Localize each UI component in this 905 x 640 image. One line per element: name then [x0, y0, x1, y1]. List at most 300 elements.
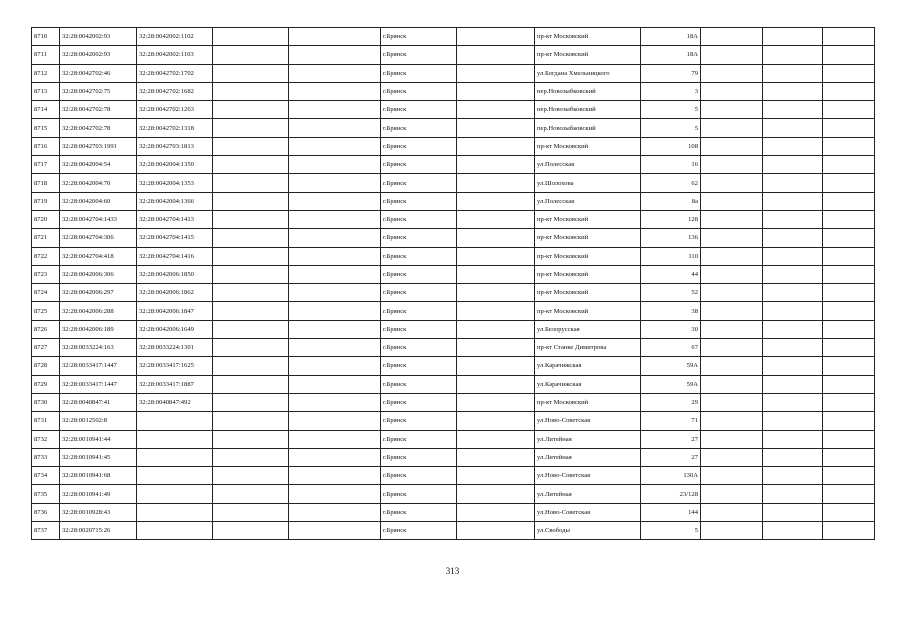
empty-cell: [457, 247, 535, 265]
row-number-cell: 8735: [32, 485, 60, 503]
table-row: [32, 320, 875, 338]
empty-cell: [823, 357, 875, 375]
empty-cell: [289, 265, 381, 283]
house-number-cell: 71: [641, 412, 701, 430]
row-number-cell: 8732: [32, 430, 60, 448]
row-number-cell: 8715: [32, 119, 60, 137]
cadastral-number-cell: 32:28:0012502:8: [60, 412, 137, 430]
empty-cell: [763, 503, 823, 521]
empty-cell: [763, 229, 823, 247]
empty-cell: [823, 375, 875, 393]
house-number-cell: 18А: [641, 46, 701, 64]
row-number-cell: 8733: [32, 448, 60, 466]
table-row: [32, 101, 875, 119]
row-number-cell: 8712: [32, 64, 60, 82]
house-number-cell: 3: [641, 82, 701, 100]
empty-cell: [763, 174, 823, 192]
empty-cell: [823, 393, 875, 411]
row-number-cell: 8725: [32, 302, 60, 320]
house-number-cell: 23/128: [641, 485, 701, 503]
city-cell: г.Брянск: [381, 302, 457, 320]
empty-cell: [213, 156, 289, 174]
cadastral-number-secondary-cell: 32:28:0042004:1350: [137, 156, 213, 174]
row-number-cell: 8722: [32, 247, 60, 265]
empty-cell: [289, 247, 381, 265]
empty-cell: [763, 522, 823, 540]
city-cell: г.Брянск: [381, 192, 457, 210]
empty-cell: [289, 522, 381, 540]
city-cell: г.Брянск: [381, 284, 457, 302]
empty-cell: [763, 265, 823, 283]
empty-cell: [289, 412, 381, 430]
house-number-cell: 5: [641, 522, 701, 540]
city-cell: г.Брянск: [381, 156, 457, 174]
empty-cell: [289, 430, 381, 448]
empty-cell: [213, 247, 289, 265]
row-number-cell: 8724: [32, 284, 60, 302]
street-cell: пер.Новозыбковский: [535, 119, 641, 137]
cadastral-number-cell: 32:28:0010941:68: [60, 467, 137, 485]
cadastral-number-secondary-cell: [137, 522, 213, 540]
cadastral-number-cell: 32:28:0042704:306: [60, 229, 137, 247]
row-number-cell: 8727: [32, 339, 60, 357]
empty-cell: [701, 485, 763, 503]
empty-cell: [823, 28, 875, 46]
cadastral-number-cell: 32:28:0042002:93: [60, 46, 137, 64]
cadastral-number-secondary-cell: 32:28:0042704:1413: [137, 210, 213, 228]
house-number-cell: 108: [641, 137, 701, 155]
empty-cell: [213, 339, 289, 357]
table-row: [32, 503, 875, 521]
street-cell: ул.Полесская: [535, 192, 641, 210]
row-number-cell: 8710: [32, 28, 60, 46]
empty-cell: [763, 28, 823, 46]
empty-cell: [457, 430, 535, 448]
empty-cell: [457, 357, 535, 375]
empty-cell: [701, 412, 763, 430]
city-cell: г.Брянск: [381, 119, 457, 137]
empty-cell: [289, 302, 381, 320]
table-row: [32, 339, 875, 357]
row-number-cell: 8730: [32, 393, 60, 411]
street-cell: ул.Карачижская: [535, 375, 641, 393]
cadastral-number-cell: 32:28:0042704:418: [60, 247, 137, 265]
street-cell: ул.Ново-Советская: [535, 503, 641, 521]
street-cell: пр-кт Московский: [535, 284, 641, 302]
empty-cell: [213, 302, 289, 320]
empty-cell: [457, 265, 535, 283]
empty-cell: [213, 448, 289, 466]
street-cell: пр-кт Московский: [535, 229, 641, 247]
empty-cell: [289, 101, 381, 119]
empty-cell: [457, 101, 535, 119]
cadastral-number-cell: 32:28:0010928:43: [60, 503, 137, 521]
empty-cell: [701, 448, 763, 466]
empty-cell: [701, 82, 763, 100]
row-number-cell: 8716: [32, 137, 60, 155]
street-cell: пр-кт Московский: [535, 265, 641, 283]
empty-cell: [289, 448, 381, 466]
table-row: [32, 430, 875, 448]
empty-cell: [289, 119, 381, 137]
empty-cell: [457, 64, 535, 82]
empty-cell: [823, 522, 875, 540]
cadastral-number-secondary-cell: 32:28:0042006:1850: [137, 265, 213, 283]
empty-cell: [213, 101, 289, 119]
cadastral-number-secondary-cell: [137, 430, 213, 448]
empty-cell: [763, 448, 823, 466]
city-cell: г.Брянск: [381, 28, 457, 46]
empty-cell: [763, 247, 823, 265]
city-cell: г.Брянск: [381, 137, 457, 155]
empty-cell: [213, 28, 289, 46]
empty-cell: [701, 320, 763, 338]
empty-cell: [213, 46, 289, 64]
table-row: [32, 357, 875, 375]
cadastral-number-secondary-cell: 32:28:0042004:1353: [137, 174, 213, 192]
house-number-cell: 18А: [641, 28, 701, 46]
registry-table-body: [32, 28, 875, 540]
house-number-cell: 110: [641, 247, 701, 265]
house-number-cell: 67: [641, 339, 701, 357]
cadastral-number-secondary-cell: 32:28:0042704:1416: [137, 247, 213, 265]
table-row: [32, 28, 875, 46]
empty-cell: [701, 101, 763, 119]
house-number-cell: 27: [641, 430, 701, 448]
empty-cell: [457, 503, 535, 521]
house-number-cell: 27: [641, 448, 701, 466]
cadastral-number-cell: 32:28:0010941:44: [60, 430, 137, 448]
empty-cell: [823, 156, 875, 174]
empty-cell: [289, 284, 381, 302]
city-cell: г.Брянск: [381, 101, 457, 119]
city-cell: г.Брянск: [381, 522, 457, 540]
cadastral-number-secondary-cell: [137, 485, 213, 503]
cadastral-number-secondary-cell: 32:28:0033417:1887: [137, 375, 213, 393]
house-number-cell: 79: [641, 64, 701, 82]
empty-cell: [289, 320, 381, 338]
empty-cell: [457, 485, 535, 503]
empty-cell: [213, 467, 289, 485]
empty-cell: [213, 64, 289, 82]
empty-cell: [763, 137, 823, 155]
table-row: [32, 247, 875, 265]
street-cell: ул.Литейная: [535, 430, 641, 448]
street-cell: ул.Полесская: [535, 156, 641, 174]
street-cell: пер.Новозыбковский: [535, 82, 641, 100]
empty-cell: [457, 137, 535, 155]
empty-cell: [823, 101, 875, 119]
street-cell: пр-кт Московский: [535, 302, 641, 320]
street-cell: ул.Свободы: [535, 522, 641, 540]
empty-cell: [701, 503, 763, 521]
street-cell: ул.Литейная: [535, 448, 641, 466]
empty-cell: [457, 467, 535, 485]
street-cell: ул.Богдана Хмельницкого: [535, 64, 641, 82]
house-number-cell: 136: [641, 229, 701, 247]
row-number-cell: 8734: [32, 467, 60, 485]
empty-cell: [823, 284, 875, 302]
empty-cell: [701, 137, 763, 155]
empty-cell: [457, 522, 535, 540]
empty-cell: [823, 174, 875, 192]
empty-cell: [289, 192, 381, 210]
empty-cell: [457, 156, 535, 174]
cadastral-number-secondary-cell: 32:28:0042006:1862: [137, 284, 213, 302]
empty-cell: [701, 522, 763, 540]
empty-cell: [701, 192, 763, 210]
cadastral-number-cell: 32:28:0033417:1447: [60, 375, 137, 393]
house-number-cell: 8а: [641, 192, 701, 210]
empty-cell: [701, 339, 763, 357]
street-cell: пр-кт Московский: [535, 393, 641, 411]
row-number-cell: 8723: [32, 265, 60, 283]
cadastral-number-cell: 32:28:0010941:49: [60, 485, 137, 503]
empty-cell: [763, 119, 823, 137]
cadastral-number-secondary-cell: 32:28:0042703:1813: [137, 137, 213, 155]
city-cell: г.Брянск: [381, 210, 457, 228]
city-cell: г.Брянск: [381, 46, 457, 64]
empty-cell: [763, 357, 823, 375]
empty-cell: [213, 412, 289, 430]
empty-cell: [763, 284, 823, 302]
empty-cell: [823, 119, 875, 137]
house-number-cell: 130А: [641, 467, 701, 485]
row-number-cell: 8729: [32, 375, 60, 393]
empty-cell: [763, 210, 823, 228]
city-cell: г.Брянск: [381, 174, 457, 192]
table-row: [32, 174, 875, 192]
house-number-cell: 59А: [641, 357, 701, 375]
street-cell: пр-кт Московский: [535, 137, 641, 155]
empty-cell: [289, 156, 381, 174]
cadastral-number-cell: 32:28:0042702:46: [60, 64, 137, 82]
empty-cell: [457, 210, 535, 228]
cadastral-number-secondary-cell: 32:28:0033417:1625: [137, 357, 213, 375]
table-row: [32, 82, 875, 100]
street-cell: пр-кт Станке Димитрова: [535, 339, 641, 357]
city-cell: г.Брянск: [381, 229, 457, 247]
house-number-cell: 29: [641, 393, 701, 411]
street-cell: ул.Ново-Советская: [535, 412, 641, 430]
cadastral-number-cell: 32:28:0042006:288: [60, 302, 137, 320]
cadastral-number-cell: 32:28:0042004:70: [60, 174, 137, 192]
empty-cell: [763, 64, 823, 82]
empty-cell: [823, 192, 875, 210]
empty-cell: [213, 320, 289, 338]
empty-cell: [213, 284, 289, 302]
cadastral-number-secondary-cell: [137, 448, 213, 466]
city-cell: г.Брянск: [381, 503, 457, 521]
empty-cell: [823, 320, 875, 338]
empty-cell: [701, 284, 763, 302]
city-cell: г.Брянск: [381, 412, 457, 430]
empty-cell: [763, 430, 823, 448]
cadastral-number-secondary-cell: [137, 503, 213, 521]
row-number-cell: 8720: [32, 210, 60, 228]
cadastral-number-cell: 32:28:0042702:75: [60, 82, 137, 100]
house-number-cell: 52: [641, 284, 701, 302]
street-cell: ул.Шолохова: [535, 174, 641, 192]
row-number-cell: 8736: [32, 503, 60, 521]
city-cell: г.Брянск: [381, 64, 457, 82]
empty-cell: [289, 467, 381, 485]
house-number-cell: 128: [641, 210, 701, 228]
table-row: [32, 485, 875, 503]
city-cell: г.Брянск: [381, 357, 457, 375]
empty-cell: [763, 302, 823, 320]
row-number-cell: 8737: [32, 522, 60, 540]
empty-cell: [823, 412, 875, 430]
table-row: [32, 265, 875, 283]
city-cell: г.Брянск: [381, 485, 457, 503]
table-row: [32, 137, 875, 155]
cadastral-number-secondary-cell: 32:28:0042702:1682: [137, 82, 213, 100]
empty-cell: [701, 265, 763, 283]
empty-cell: [457, 393, 535, 411]
street-cell: пр-кт Московский: [535, 46, 641, 64]
empty-cell: [213, 82, 289, 100]
empty-cell: [701, 302, 763, 320]
empty-cell: [289, 82, 381, 100]
street-cell: ул.Карачижская: [535, 357, 641, 375]
table-row: [32, 64, 875, 82]
table-row: [32, 467, 875, 485]
table-row: [32, 119, 875, 137]
empty-cell: [763, 156, 823, 174]
cadastral-number-secondary-cell: 32:28:0042702:1318: [137, 119, 213, 137]
table-row: [32, 46, 875, 64]
empty-cell: [289, 339, 381, 357]
row-number-cell: 8726: [32, 320, 60, 338]
city-cell: г.Брянск: [381, 82, 457, 100]
cadastral-number-cell: 32:28:0042702:78: [60, 119, 137, 137]
empty-cell: [701, 210, 763, 228]
cadastral-number-cell: 32:28:0033224:163: [60, 339, 137, 357]
empty-cell: [457, 284, 535, 302]
empty-cell: [289, 357, 381, 375]
row-number-cell: 8728: [32, 357, 60, 375]
empty-cell: [823, 302, 875, 320]
cadastral-number-cell: 32:28:0042006:189: [60, 320, 137, 338]
cadastral-number-secondary-cell: 32:28:0040847:492: [137, 393, 213, 411]
empty-cell: [213, 522, 289, 540]
empty-cell: [823, 503, 875, 521]
city-cell: г.Брянск: [381, 320, 457, 338]
empty-cell: [289, 393, 381, 411]
city-cell: г.Брянск: [381, 247, 457, 265]
cadastral-number-cell: 32:28:0042006:297: [60, 284, 137, 302]
row-number-cell: 8711: [32, 46, 60, 64]
empty-cell: [701, 119, 763, 137]
row-number-cell: 8721: [32, 229, 60, 247]
cadastral-number-cell: 32:28:0020715:26: [60, 522, 137, 540]
empty-cell: [701, 467, 763, 485]
empty-cell: [823, 229, 875, 247]
empty-cell: [457, 229, 535, 247]
empty-cell: [457, 448, 535, 466]
empty-cell: [763, 467, 823, 485]
cadastral-number-cell: 32:28:0042702:78: [60, 101, 137, 119]
cadastral-number-secondary-cell: 32:28:0042004:1366: [137, 192, 213, 210]
empty-cell: [701, 28, 763, 46]
empty-cell: [289, 174, 381, 192]
cadastral-number-secondary-cell: 32:28:0042702:1702: [137, 64, 213, 82]
table-row: [32, 302, 875, 320]
empty-cell: [701, 430, 763, 448]
empty-cell: [763, 375, 823, 393]
house-number-cell: 5: [641, 119, 701, 137]
empty-cell: [213, 210, 289, 228]
empty-cell: [457, 302, 535, 320]
city-cell: г.Брянск: [381, 339, 457, 357]
empty-cell: [213, 174, 289, 192]
cadastral-number-secondary-cell: 32:28:0042002:1102: [137, 28, 213, 46]
empty-cell: [289, 137, 381, 155]
empty-cell: [457, 320, 535, 338]
house-number-cell: 44: [641, 265, 701, 283]
empty-cell: [457, 192, 535, 210]
cadastral-number-cell: 32:28:0042704:1433: [60, 210, 137, 228]
cadastral-number-cell: 32:28:0042004:54: [60, 156, 137, 174]
house-number-cell: 30: [641, 320, 701, 338]
table-row: [32, 284, 875, 302]
empty-cell: [213, 357, 289, 375]
house-number-cell: 59А: [641, 375, 701, 393]
empty-cell: [457, 28, 535, 46]
cadastral-number-secondary-cell: 32:28:0042002:1103: [137, 46, 213, 64]
empty-cell: [213, 137, 289, 155]
empty-cell: [289, 64, 381, 82]
street-cell: пр-кт Московский: [535, 247, 641, 265]
empty-cell: [763, 46, 823, 64]
row-number-cell: 8713: [32, 82, 60, 100]
table-row: [32, 522, 875, 540]
table-row: [32, 229, 875, 247]
table-row: [32, 448, 875, 466]
empty-cell: [213, 393, 289, 411]
empty-cell: [823, 265, 875, 283]
empty-cell: [213, 503, 289, 521]
empty-cell: [457, 412, 535, 430]
cadastral-number-secondary-cell: 32:28:0033224:1301: [137, 339, 213, 357]
row-number-cell: 8714: [32, 101, 60, 119]
house-number-cell: 144: [641, 503, 701, 521]
cadastral-number-cell: 32:28:0040847:41: [60, 393, 137, 411]
empty-cell: [457, 46, 535, 64]
city-cell: г.Брянск: [381, 375, 457, 393]
registry-table: [31, 27, 875, 540]
empty-cell: [701, 357, 763, 375]
empty-cell: [763, 485, 823, 503]
empty-cell: [457, 339, 535, 357]
empty-cell: [289, 46, 381, 64]
empty-cell: [289, 485, 381, 503]
city-cell: г.Брянск: [381, 448, 457, 466]
empty-cell: [763, 393, 823, 411]
cadastral-number-cell: 32:28:0010941:45: [60, 448, 137, 466]
cadastral-number-secondary-cell: 32:28:0042006:1649: [137, 320, 213, 338]
table-row: [32, 412, 875, 430]
empty-cell: [823, 485, 875, 503]
cadastral-number-cell: 32:28:0042002:93: [60, 28, 137, 46]
empty-cell: [823, 82, 875, 100]
row-number-cell: 8719: [32, 192, 60, 210]
cadastral-number-secondary-cell: [137, 467, 213, 485]
empty-cell: [213, 485, 289, 503]
cadastral-number-secondary-cell: 32:28:0042702:1263: [137, 101, 213, 119]
empty-cell: [763, 320, 823, 338]
